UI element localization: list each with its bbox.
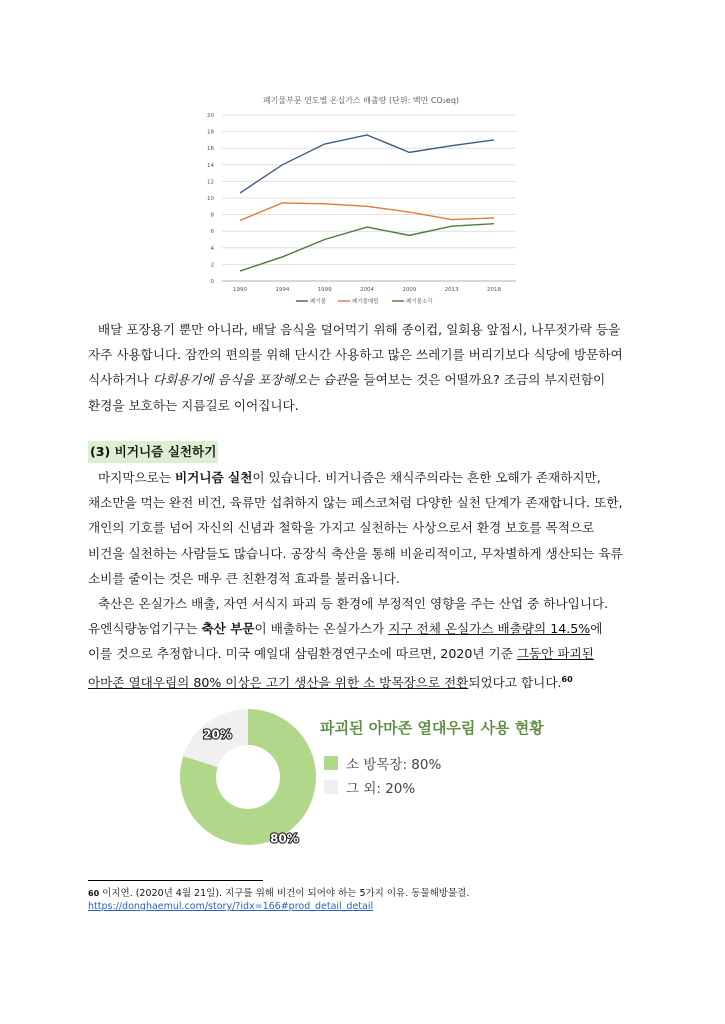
text-line — [88, 616, 640, 641]
amazon-donut-chart — [176, 705, 320, 849]
footnote — [88, 887, 469, 913]
y-tick-label: 2 — [210, 262, 214, 269]
text-line: 환경을 보호하는 지름길로 이어집니다. — [88, 397, 299, 413]
text-line — [88, 641, 640, 666]
slice-label: 20% — [203, 727, 232, 742]
text-run: 에 — [590, 621, 603, 637]
emissions-line-chart — [196, 88, 526, 310]
y-tick-label: 12 — [207, 179, 214, 186]
legend-item-other — [324, 777, 415, 797]
text-line: 비건을 실천하는 사람들도 많습니다. 공장식 축산을 통해 비윤리적이고, 무차별하게 생산되는 육류 — [88, 545, 623, 561]
text-run: 식사하거나 — [88, 372, 153, 388]
footnote-link[interactable]: https://donghaemul.com/story/?idx=166#prod_detail_detail — [88, 901, 374, 912]
legend-label: 폐기물소각 — [406, 299, 433, 305]
y-tick-label: 4 — [210, 245, 214, 252]
y-tick-label: 0 — [210, 279, 214, 285]
text-run: 이 배출하는 온실가스가 — [254, 621, 389, 637]
pie-chart-title: 파괴된 아마존 열대우림 사용 현황 — [320, 719, 544, 737]
text-line: 소비를 줄이는 것은 매우 큰 친환경적 효과를 불러옵니다. — [88, 570, 400, 586]
y-tick-label: 14 — [207, 162, 214, 169]
text-line: 개인의 기호를 넘어 자신의 신념과 철학을 가지고 실천하는 사상으로서 환경 보호를 목적으로 — [88, 520, 595, 536]
text-run: 되었다고 합니다. — [468, 674, 562, 690]
y-tick-label: 8 — [210, 212, 214, 219]
underlined-text: 아마존 열대우림의 80% 이상은 고기 생산을 위한 소 방목장으로 전환 — [88, 674, 469, 690]
x-tick-label: 2004 — [360, 287, 374, 293]
legend-item-cattle — [324, 753, 441, 773]
y-tick-label: 20 — [207, 113, 214, 119]
footnote-ref[interactable]: 60 — [561, 674, 573, 684]
text-run: 이 있습니다. 비거니즘은 채식주의라는 흔한 오해가 존재하지만, — [252, 470, 601, 485]
legend-label: 소 방목장: 80% — [346, 757, 442, 773]
y-tick-label: 18 — [207, 129, 214, 136]
legend-label: 폐기물매립 — [352, 299, 379, 305]
legend-swatch — [324, 780, 338, 794]
text-line — [88, 465, 640, 490]
y-tick-label: 6 — [210, 229, 214, 236]
emphasis-text: 다회용기에 음식을 포장해오는 습관 — [152, 372, 348, 388]
footnote-citation — [88, 887, 469, 900]
chart-title: 폐기물부문 연도별 온실가스 배출량 (단위: 백만 CO₂eq) — [262, 96, 460, 105]
paragraph-delivery — [88, 317, 640, 418]
text-line — [88, 667, 640, 695]
text-line: 축산은 온실가스 배출, 자연 서식지 파괴 등 환경에 부정적인 영향을 주는 산업 중 하나입니다. — [98, 596, 609, 612]
text-line: 채소만을 먹는 완전 비건, 육류만 섭취하지 않는 페스코처럼 다양한 실천 단계가 존재합니다. 또한, — [88, 495, 623, 511]
x-tick-label: 1990 — [233, 287, 247, 293]
underlined-text: 그동안 파괴된 — [516, 646, 594, 662]
footnote-divider — [88, 880, 263, 881]
bold-text: 비거니즘 실천 — [175, 470, 253, 485]
text-line: 배달 포장용기 뿐만 아니라, 배달 음식을 덜어먹기 위해 종이컵, 일회용 앞접시, 나무젓가락 등을 — [98, 322, 621, 337]
text-line — [88, 367, 640, 392]
text-run: 유엔식량농업기구는 — [88, 621, 202, 637]
paragraph-veganism — [88, 465, 640, 695]
x-tick-label: 1999 — [317, 287, 332, 293]
section-heading: (3) 비거니즘 실천하기 — [88, 441, 218, 463]
legend-label: 폐기물 — [310, 299, 326, 305]
text-run: 마지막으로는 — [98, 470, 175, 485]
legend-label: 그 외: 20% — [346, 781, 416, 797]
y-tick-label: 10 — [207, 196, 214, 202]
y-tick-label: 16 — [207, 146, 214, 153]
text-line: 자주 사용합니다. 잠깐의 편의를 위해 단시간 사용하고 많은 쓰레기를 버리기보다 식당에 방문하여 — [88, 347, 623, 363]
underlined-text: 지구 전체 온실가스 배출량의 14.5% — [388, 621, 591, 637]
series-line-폐기물 — [240, 135, 494, 193]
x-tick-label: 1994 — [275, 287, 290, 293]
footnote-text: 이지연. (2020년 4월 21일). 지구를 위해 비건이 되어야 하는 5가지 이유. 동물해방물결. — [99, 888, 470, 899]
bold-text: 축산 부문 — [201, 621, 255, 637]
footnote-number: 60 — [88, 889, 100, 898]
slice-label: 80% — [270, 831, 299, 846]
series-line-폐기물매립 — [240, 203, 494, 220]
x-tick-label: 2018 — [487, 287, 501, 293]
text-run: 을 들여보는 것은 어떨까요? 조금의 부지런함이 — [347, 372, 606, 388]
x-tick-label: 2009 — [402, 287, 417, 293]
text-run: 이를 것으로 추정합니다. 미국 예일대 삼림환경연구소에 따르면, 2020년 기준 — [88, 646, 517, 662]
legend-swatch — [324, 756, 338, 770]
x-tick-label: 2013 — [444, 287, 459, 293]
